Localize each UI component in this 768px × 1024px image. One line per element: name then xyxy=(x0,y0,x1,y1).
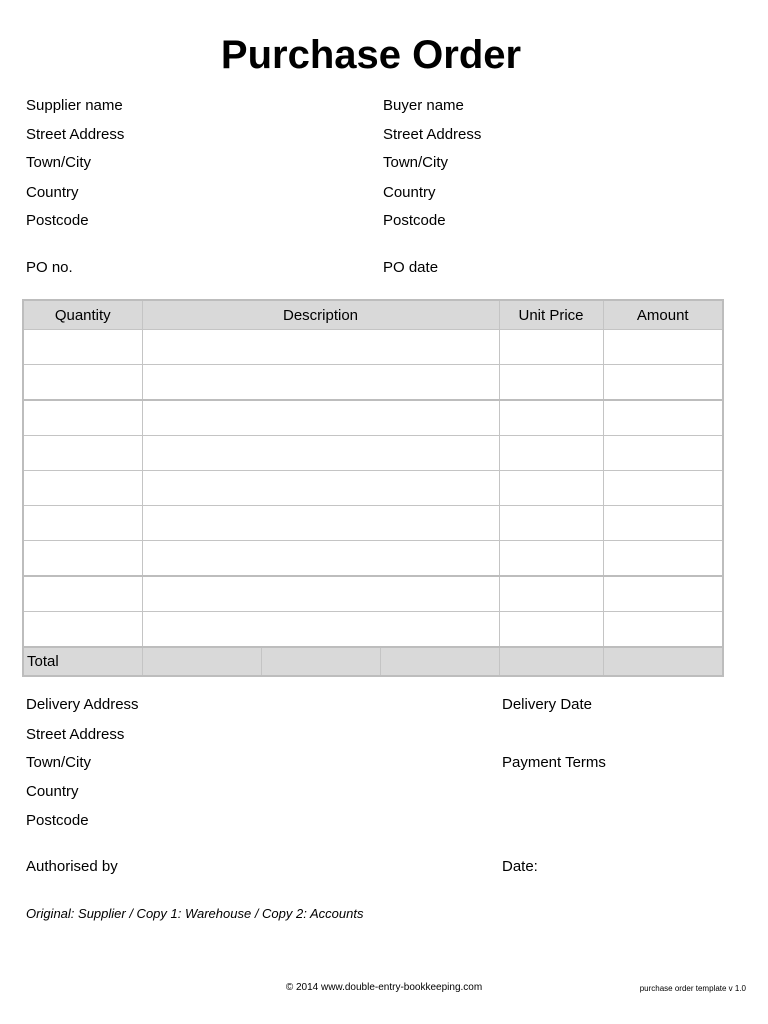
amount-cell[interactable] xyxy=(603,365,723,401)
column-header-quantity: Quantity xyxy=(23,300,142,330)
quantity-cell[interactable] xyxy=(23,471,142,506)
quantity-cell[interactable] xyxy=(23,330,142,365)
supplier-town-label: Town/City xyxy=(26,154,92,171)
table-row xyxy=(23,436,723,471)
copies-distribution-note: Original: Supplier / Copy 1: Warehouse / Copy 2: Accounts xyxy=(26,906,364,921)
total-cell xyxy=(499,647,603,676)
unit-price-cell[interactable] xyxy=(499,541,603,577)
buyer-town-label: Town/City xyxy=(383,154,449,171)
delivery-country-label: Country xyxy=(26,783,79,800)
description-cell[interactable] xyxy=(142,541,499,577)
table-row xyxy=(23,612,723,648)
amount-cell[interactable] xyxy=(603,471,723,506)
description-cell[interactable] xyxy=(142,365,499,401)
amount-cell[interactable] xyxy=(603,541,723,577)
quantity-cell[interactable] xyxy=(23,400,142,436)
amount-cell[interactable] xyxy=(603,576,723,612)
supplier-country-label: Country xyxy=(26,184,79,201)
unit-price-cell[interactable] xyxy=(499,400,603,436)
table-row xyxy=(23,506,723,541)
buyer-name-label: Buyer name xyxy=(383,97,464,114)
unit-price-cell[interactable] xyxy=(499,506,603,541)
unit-price-cell[interactable] xyxy=(499,330,603,365)
page-title: Purchase Order xyxy=(220,33,522,77)
total-cell xyxy=(142,647,261,676)
unit-price-cell[interactable] xyxy=(499,612,603,648)
delivery-town-label: Town/City xyxy=(26,754,92,771)
table-row xyxy=(23,576,723,612)
unit-price-cell[interactable] xyxy=(499,576,603,612)
authorised-by-label: Authorised by xyxy=(26,858,118,875)
po-number-label: PO no. xyxy=(26,259,73,276)
quantity-cell[interactable] xyxy=(23,576,142,612)
supplier-street-label: Street Address xyxy=(26,126,125,143)
column-header-unit-price: Unit Price xyxy=(499,300,603,330)
po-date-label: PO date xyxy=(383,259,439,276)
quantity-cell[interactable] xyxy=(23,612,142,648)
amount-cell[interactable] xyxy=(603,436,723,471)
unit-price-cell[interactable] xyxy=(499,436,603,471)
description-cell[interactable] xyxy=(142,576,499,612)
buyer-postcode-label: Postcode xyxy=(383,212,446,229)
total-row xyxy=(23,647,723,676)
quantity-cell[interactable] xyxy=(23,541,142,577)
unit-price-cell[interactable] xyxy=(499,471,603,506)
table-row xyxy=(23,400,723,436)
quantity-cell[interactable] xyxy=(23,436,142,471)
delivery-date-label: Delivery Date xyxy=(502,696,593,713)
amount-cell[interactable] xyxy=(603,330,723,365)
table-row xyxy=(23,471,723,506)
payment-terms-label: Payment Terms xyxy=(502,754,606,771)
unit-price-cell[interactable] xyxy=(499,365,603,401)
table-header-row xyxy=(23,300,723,330)
description-cell[interactable] xyxy=(142,506,499,541)
quantity-cell[interactable] xyxy=(23,506,142,541)
copyright-text: © 2014 www.double-entry-bookkeeping.com xyxy=(285,982,483,993)
description-cell[interactable] xyxy=(142,612,499,648)
delivery-street-label: Street Address xyxy=(26,726,125,743)
delivery-postcode-label: Postcode xyxy=(26,812,89,829)
amount-cell[interactable] xyxy=(603,506,723,541)
buyer-country-label: Country xyxy=(383,184,436,201)
buyer-street-label: Street Address xyxy=(383,126,482,143)
total-label: Total xyxy=(23,647,142,676)
table-row xyxy=(23,330,723,365)
signature-date-label: Date: xyxy=(502,858,538,875)
table-row xyxy=(23,541,723,577)
amount-cell[interactable] xyxy=(603,400,723,436)
supplier-name-label: Supplier name xyxy=(26,97,123,114)
description-cell[interactable] xyxy=(142,471,499,506)
total-cell xyxy=(380,647,499,676)
supplier-postcode-label: Postcode xyxy=(26,212,89,229)
description-cell[interactable] xyxy=(142,330,499,365)
amount-cell[interactable] xyxy=(603,612,723,648)
order-items-table xyxy=(22,299,724,677)
total-amount-cell[interactable] xyxy=(603,647,723,676)
description-cell[interactable] xyxy=(142,436,499,471)
table-row xyxy=(23,365,723,401)
description-cell[interactable] xyxy=(142,400,499,436)
column-header-description: Description xyxy=(142,300,499,330)
quantity-cell[interactable] xyxy=(23,365,142,401)
delivery-address-label: Delivery Address xyxy=(26,696,139,713)
template-version: purchase order template v 1.0 xyxy=(639,984,746,993)
total-cell xyxy=(261,647,380,676)
column-header-amount: Amount xyxy=(603,300,723,330)
